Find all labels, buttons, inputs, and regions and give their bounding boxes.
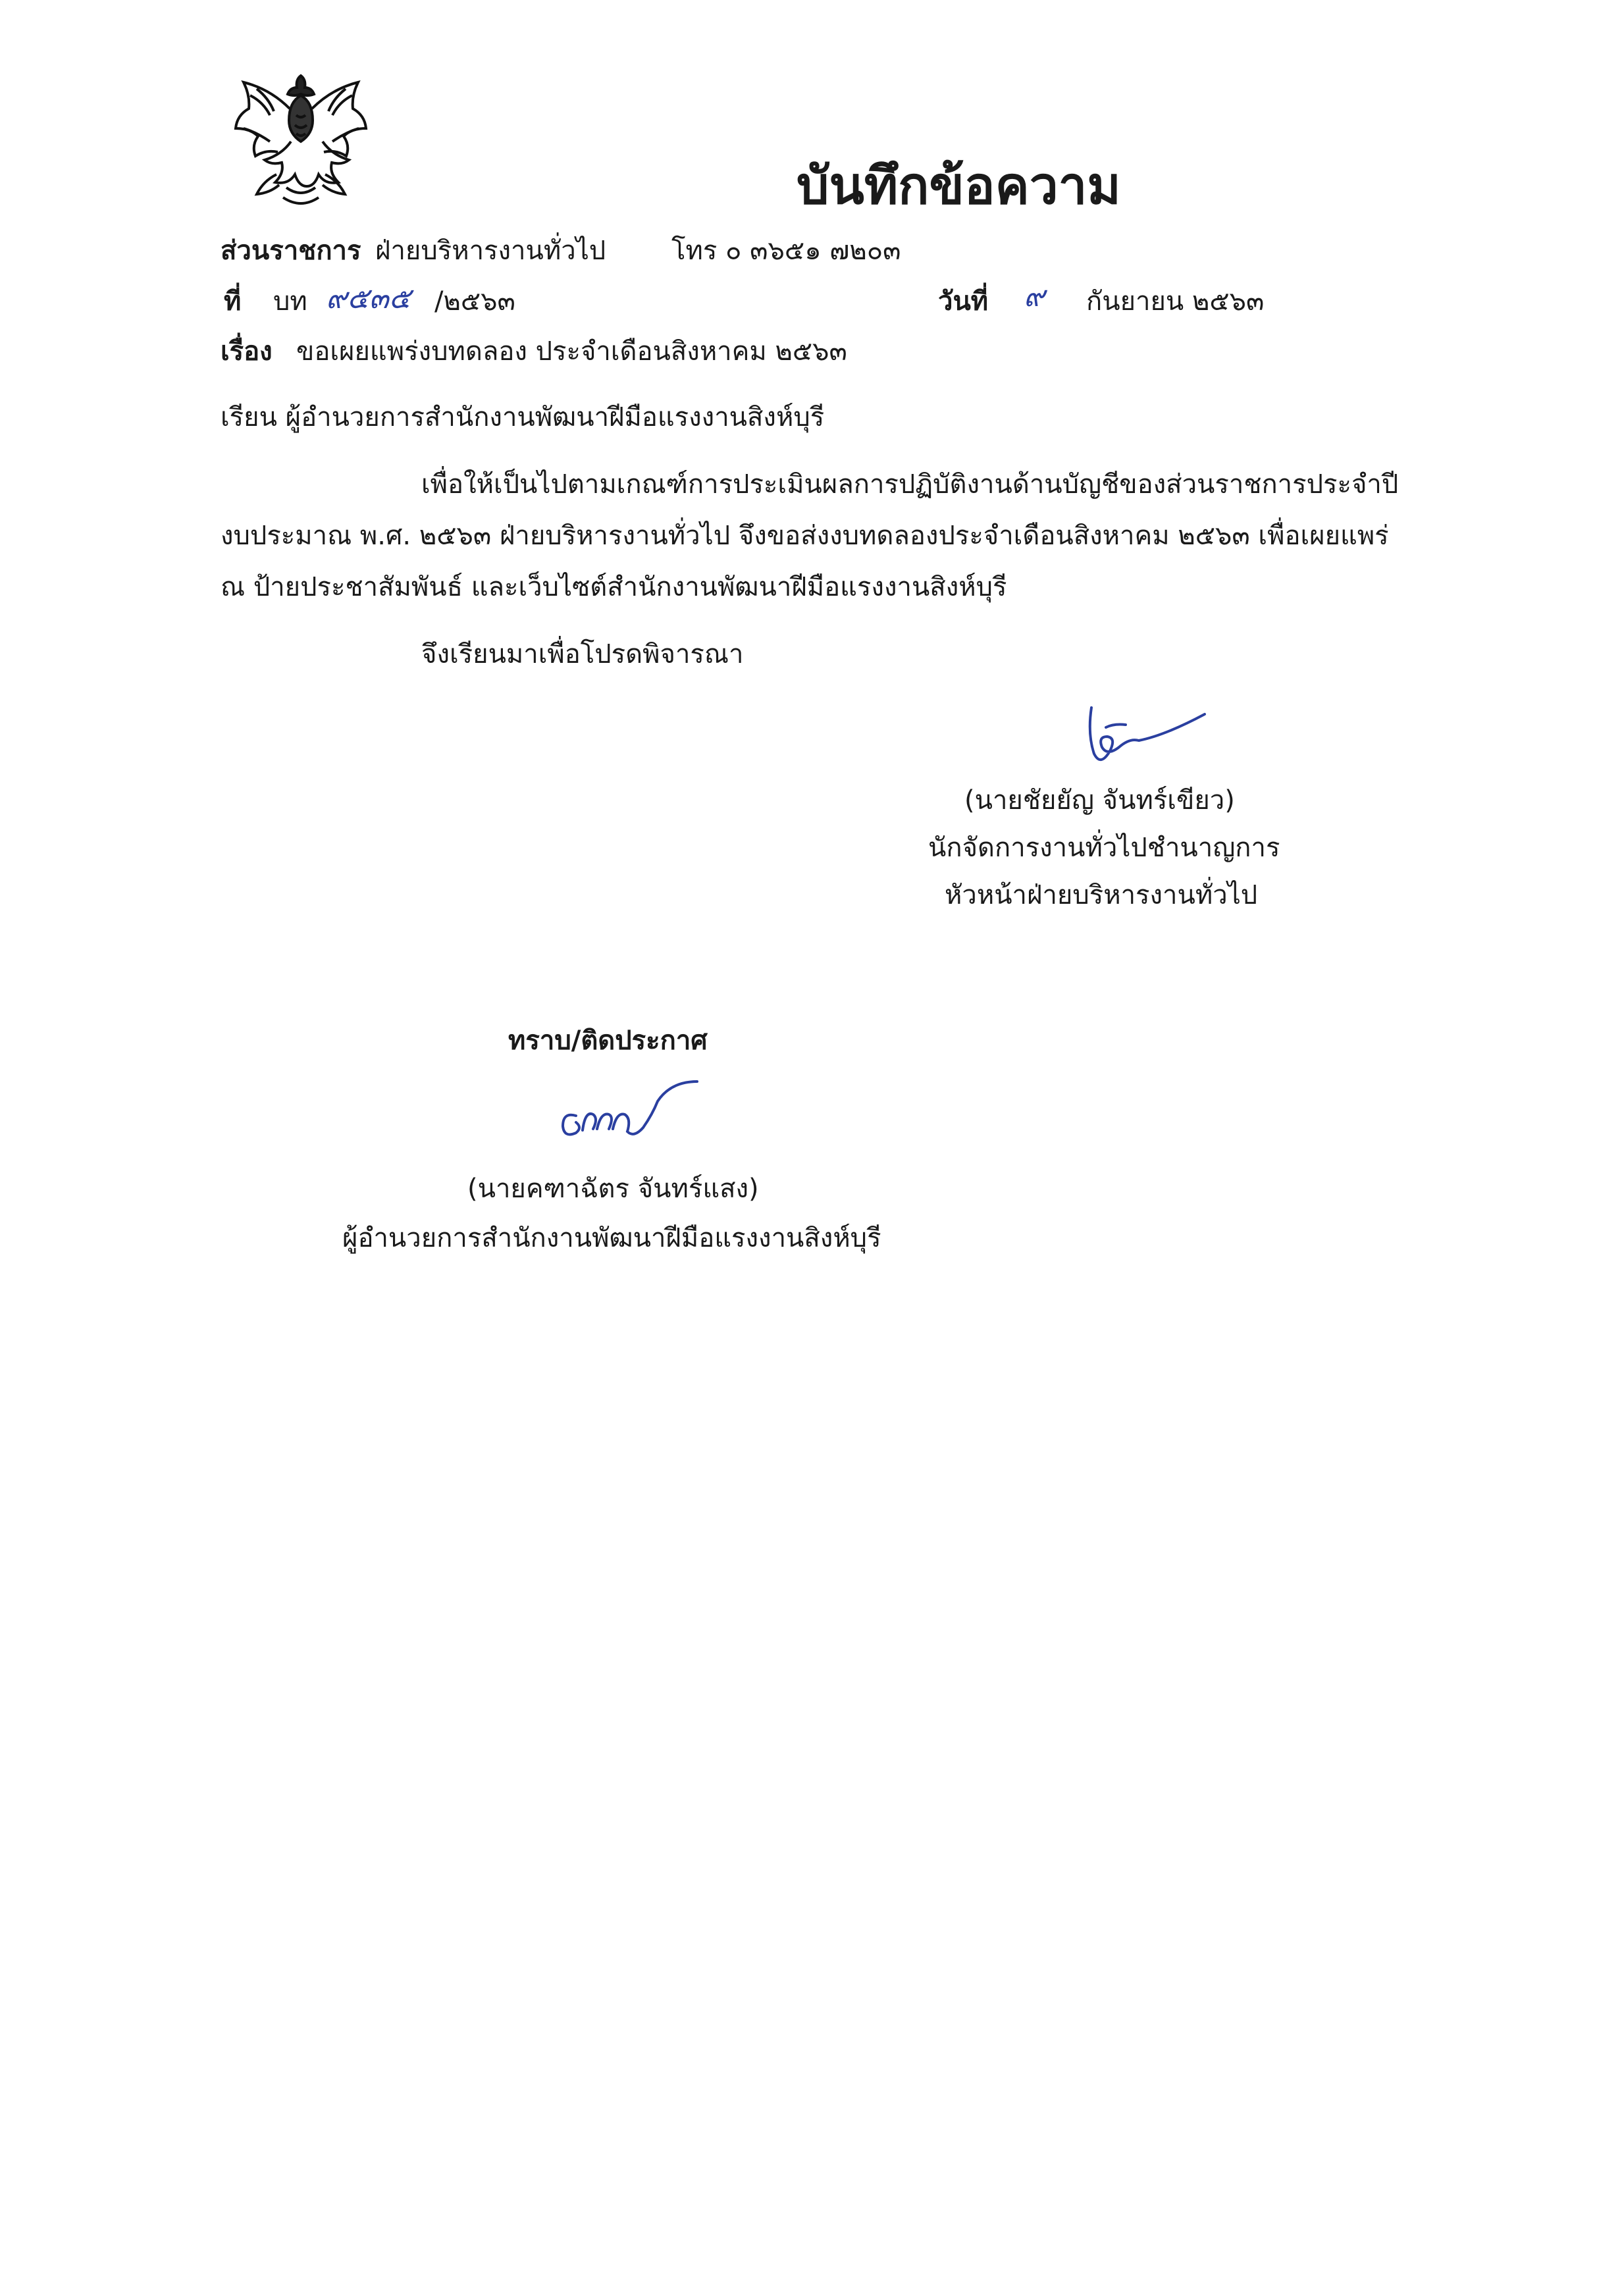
date-day-handwritten: ๙: [1024, 280, 1045, 313]
garuda-emblem-icon: [230, 63, 372, 211]
memo-title: บันทึกข้อความ: [797, 157, 1121, 216]
salutation: เรียน ผู้อำนวยการสำนักงานพัฒนาฝีมือแรงงานสิงห์บุรี: [221, 402, 825, 432]
paragraph-line-3: ณ ป้ายประชาสัมพันธ์ และเว็บไซต์สำนักงานพัฒนาฝีมือแรงงานสิงห์บุรี: [221, 572, 1007, 602]
ref-prefix: บท: [273, 286, 307, 317]
signer-signature: [1080, 688, 1231, 773]
closing-line: จึงเรียนมาเพื่อโปรดพิจารณา: [421, 639, 744, 669]
signer-position-1: นักจัดการงานทั่วไปชำนาญการ: [928, 833, 1280, 863]
phone-number: โทร ๐ ๓๖๕๑ ๗๒๐๓: [671, 236, 901, 266]
approver-name: (นายคฑาฉัตร จันทร์แสง): [467, 1174, 759, 1204]
subject-value: ขอเผยแพร่งบทดลอง ประจำเดือนสิงหาคม ๒๕๖๓: [296, 336, 847, 367]
date-label: วันที่: [938, 286, 989, 317]
approver-signature: [556, 1076, 727, 1149]
ref-label: ที่: [224, 286, 242, 317]
agency-label: ส่วนราชการ: [221, 236, 361, 266]
approval-note: ทราบ/ติดประกาศ: [508, 1026, 708, 1056]
ref-year: /๒๕๖๓: [434, 286, 515, 317]
ref-number-handwritten: ๙๕๓๕: [326, 282, 411, 315]
subject-label: เรื่อง: [221, 336, 273, 367]
approver-position: ผู้อำนวยการสำนักงานพัฒนาฝีมือแรงงานสิงห์บุรี: [342, 1223, 881, 1253]
signer-position-2: หัวหน้าฝ่ายบริหารงานทั่วไป: [945, 880, 1258, 910]
signer-name: (นายชัยยัญ จันทร์เขียว): [964, 785, 1235, 816]
date-month-year: กันยายน ๒๕๖๓: [1086, 286, 1265, 317]
paragraph-line-2: งบประมาณ พ.ศ. ๒๕๖๓ ฝ่ายบริหารงานทั่วไป จึงขอส่งงบทดลองประจำเดือนสิงหาคม ๒๕๖๓ เพื่อเผยแพร่: [221, 521, 1389, 551]
paragraph-line-1: เพื่อให้เป็นไปตามเกณฑ์การประเมินผลการปฏิบัติงานด้านบัญชีของส่วนราชการประจำปี: [421, 469, 1399, 500]
agency-value: ฝ่ายบริหารงานทั่วไป: [375, 236, 606, 266]
